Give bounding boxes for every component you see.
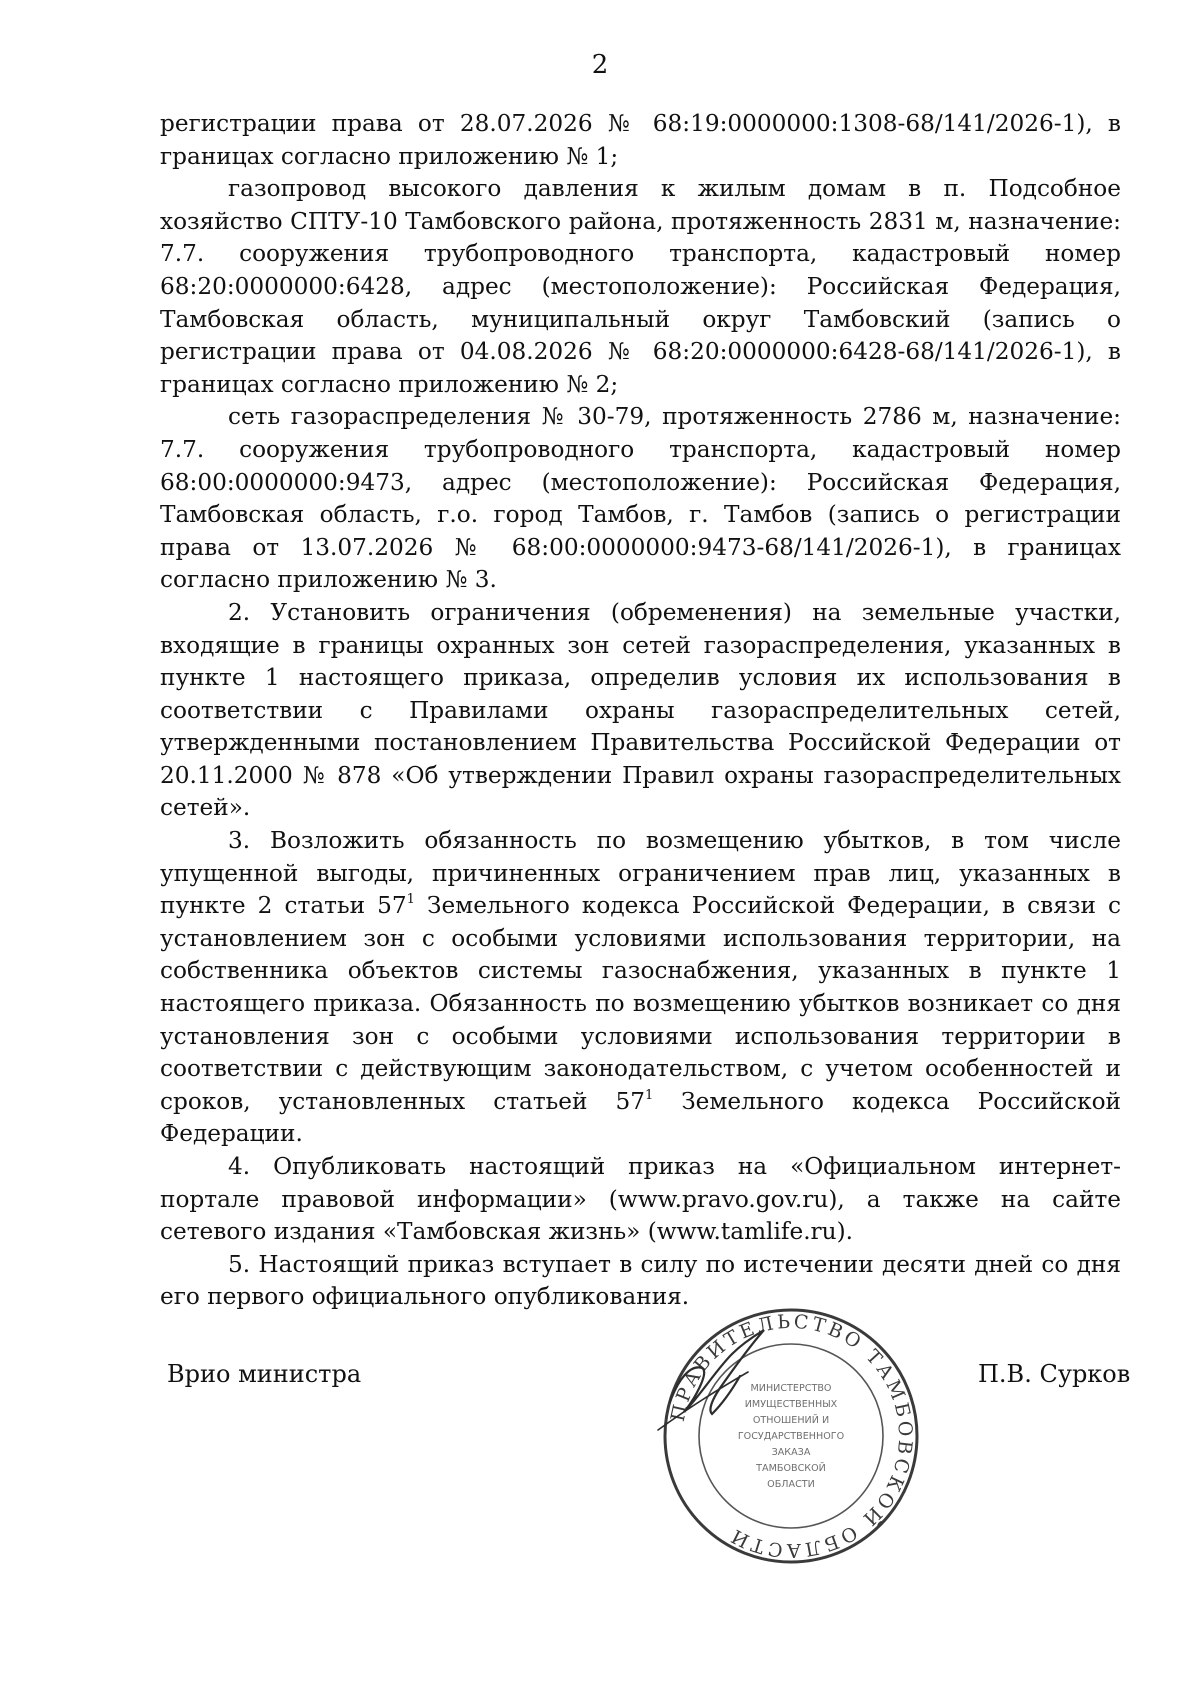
paragraph-item-2-restrictions: 2. Установить ограничения (обременения) на земельные участки, входящие в границы охранных зон сетей газораспределения, указанных в пункте 1 настоящего приказа, определив условия их использования в соответствии с Правилами охраны газораспределительных сетей, утвержденными постановлением Правительства Российской Федерации от 20.11.2000 № 878 «Об утверждении Правил охраны газораспределительных сетей».	[160, 598, 1121, 822]
superscript-1: 1	[406, 892, 415, 908]
svg-text:ТАМБОВСКОЙ: ТАМБОВСКОЙ	[756, 1463, 826, 1474]
svg-text:ОТНОШЕНИЙ И: ОТНОШЕНИЙ И	[752, 1415, 830, 1426]
item-3-text-part-2: Земельного кодекса Российской Федерации, в связи с установлением зон с особыми условиями использования территории, на собственника объектов системы газоснабжения, указанных в пункте 1 настоящего приказа. Обязанность по возмещению убытков возникает со дня установления зон с особыми условиями использования территории в соответствии с действующим законодательством, с учетом особенностей и сроков, установленных статьей 57	[160, 892, 1121, 1115]
paragraph-gas-pipeline: газопровод высокого давления к жилым домам в п. Подсобное хозяйство СПТУ-10 Тамбовского района, протяженность 2831 м, назначение: 7.7. сооружения трубопроводного транспорта, кадастровый номер 68:20:0000000:6428, адрес (местоположение): Российская Федерация, Тамбовская область, муниципальный округ Тамбовский (запись о регистрации права от 04.08.2026 № 68:20:0000000:6428-68/141/2026-1), в границах согласно приложению № 2;	[160, 175, 1121, 398]
paragraph-item-5-effect: 5. Настоящий приказ вступает в силу по истечении десяти дней со дня его первого официального опубликования.	[160, 1250, 1121, 1311]
item-3-text-part-3: Земельного кодекса Российской Федерации.	[160, 1087, 1121, 1148]
item-3-text-part-1: 3. Возложить обязанность по возмещению убытков, в том числе упущенной выгоды, причиненных ограничением прав лиц, указанных в пункте 2 статьи 57	[160, 827, 1121, 920]
paragraph-item-4-publication: 4. Опубликовать настоящий приказ на «Официальном интернет-портале правовой информации» (www.pravo.gov.ru), а также на сайте сетевого издания «Тамбовская жизнь» (www.tamlife.ru).	[160, 1153, 1121, 1246]
page-number: 2	[591, 50, 609, 80]
signer-title: Врио министра	[167, 1360, 362, 1388]
svg-text:МИНИСТЕРСТВО: МИНИСТЕРСТВО	[750, 1383, 832, 1394]
paragraph-registration-end: регистрации права от 28.07.2026 № 68:19:0000000:1308-68/141/2026-1), в границах согласно приложению № 1;	[160, 110, 1121, 170]
paragraph-item-3-compensation	[160, 825, 1121, 1151]
svg-text:ПРАВИТЕЛЬСТВО ТАМБОВСКОЙ ОБЛАС: ПРАВИТЕЛЬСТВО ТАМБОВСКОЙ ОБЛАСТИ	[666, 1310, 917, 1562]
signer-name: П.В. Сурков	[978, 1360, 1131, 1388]
svg-text:ОБЛАСТИ: ОБЛАСТИ	[767, 1479, 815, 1490]
svg-text:ИМУЩЕСТВЕННЫХ: ИМУЩЕСТВЕННЫХ	[744, 1399, 838, 1410]
handwritten-signature	[650, 1310, 800, 1450]
superscript-2: 1	[644, 1087, 654, 1103]
svg-text:ГОСУДАРСТВЕННОГО: ГОСУДАРСТВЕННОГО	[737, 1431, 845, 1442]
paragraph-gas-network: сеть газораспределения № 30-79, протяженность 2786 м, назначение: 7.7. сооружения трубопроводного транспорта, кадастровый номер 68:00:0000000:9473, адрес (местоположение): Российская Федерация, Тамбовская область, г.о. город Тамбов, г. Тамбов (запись о регистрации права от 13.07.2026 № 68:00:0000000:9473-68/141/2026-1), в границах согласно приложению № 3.	[160, 403, 1121, 594]
document-body	[160, 108, 1121, 1314]
svg-text:ЗАКАЗА: ЗАКАЗА	[771, 1447, 811, 1458]
